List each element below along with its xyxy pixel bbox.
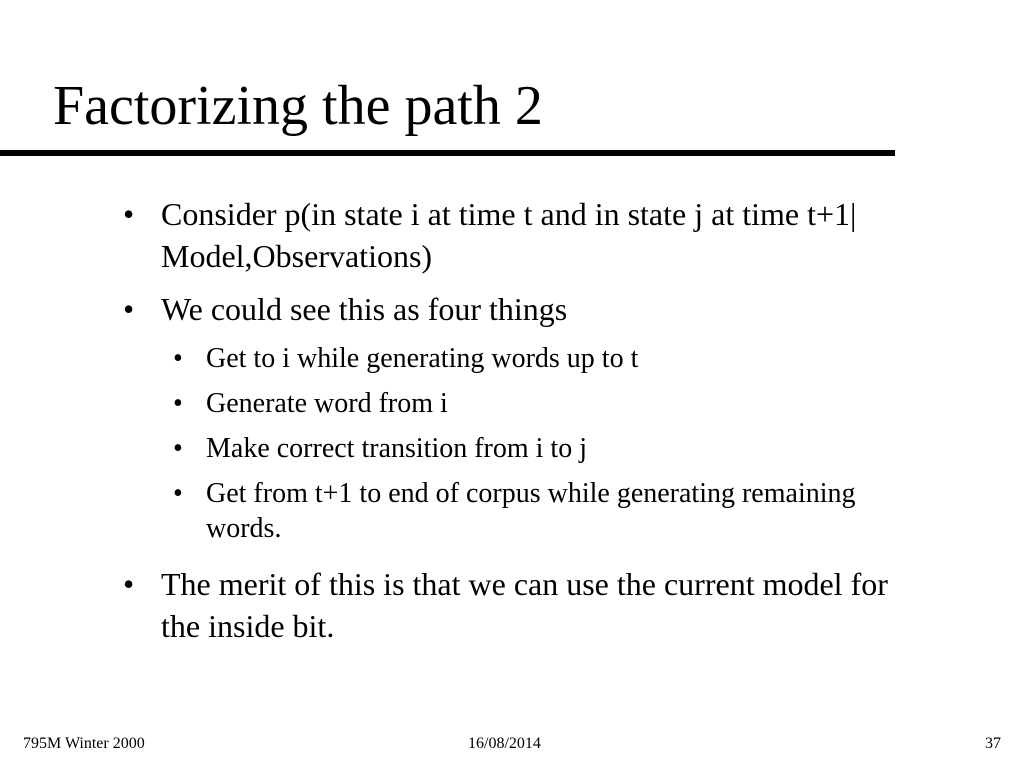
- footer-page-number: 37: [985, 735, 1001, 752]
- sub-bullet-item: • Get from t+1 to end of corpus while generating remaining words.: [0, 476, 866, 546]
- footer-date: 16/08/2014: [468, 735, 541, 752]
- bullet-item: • Consider p(in state i at time t and in state j at time t+1| Model,Observations): [0, 193, 906, 277]
- bullet-item: • We could see this as four things: [0, 288, 906, 330]
- slide-title: Factorizing the path 2: [53, 75, 543, 137]
- sub-bullet-item: • Generate word from i: [0, 386, 866, 421]
- footer-course: 795M Winter 2000: [23, 735, 145, 752]
- slide-body: [0, 193, 1024, 658]
- sub-bullet-item: • Make correct transition from i to j: [0, 431, 866, 466]
- sub-bullet-item: • Get to i while generating words up to t: [0, 341, 866, 376]
- bullet-item: • The merit of this is that we can use the current model for the inside bit.: [0, 563, 906, 647]
- title-underline: [0, 150, 895, 156]
